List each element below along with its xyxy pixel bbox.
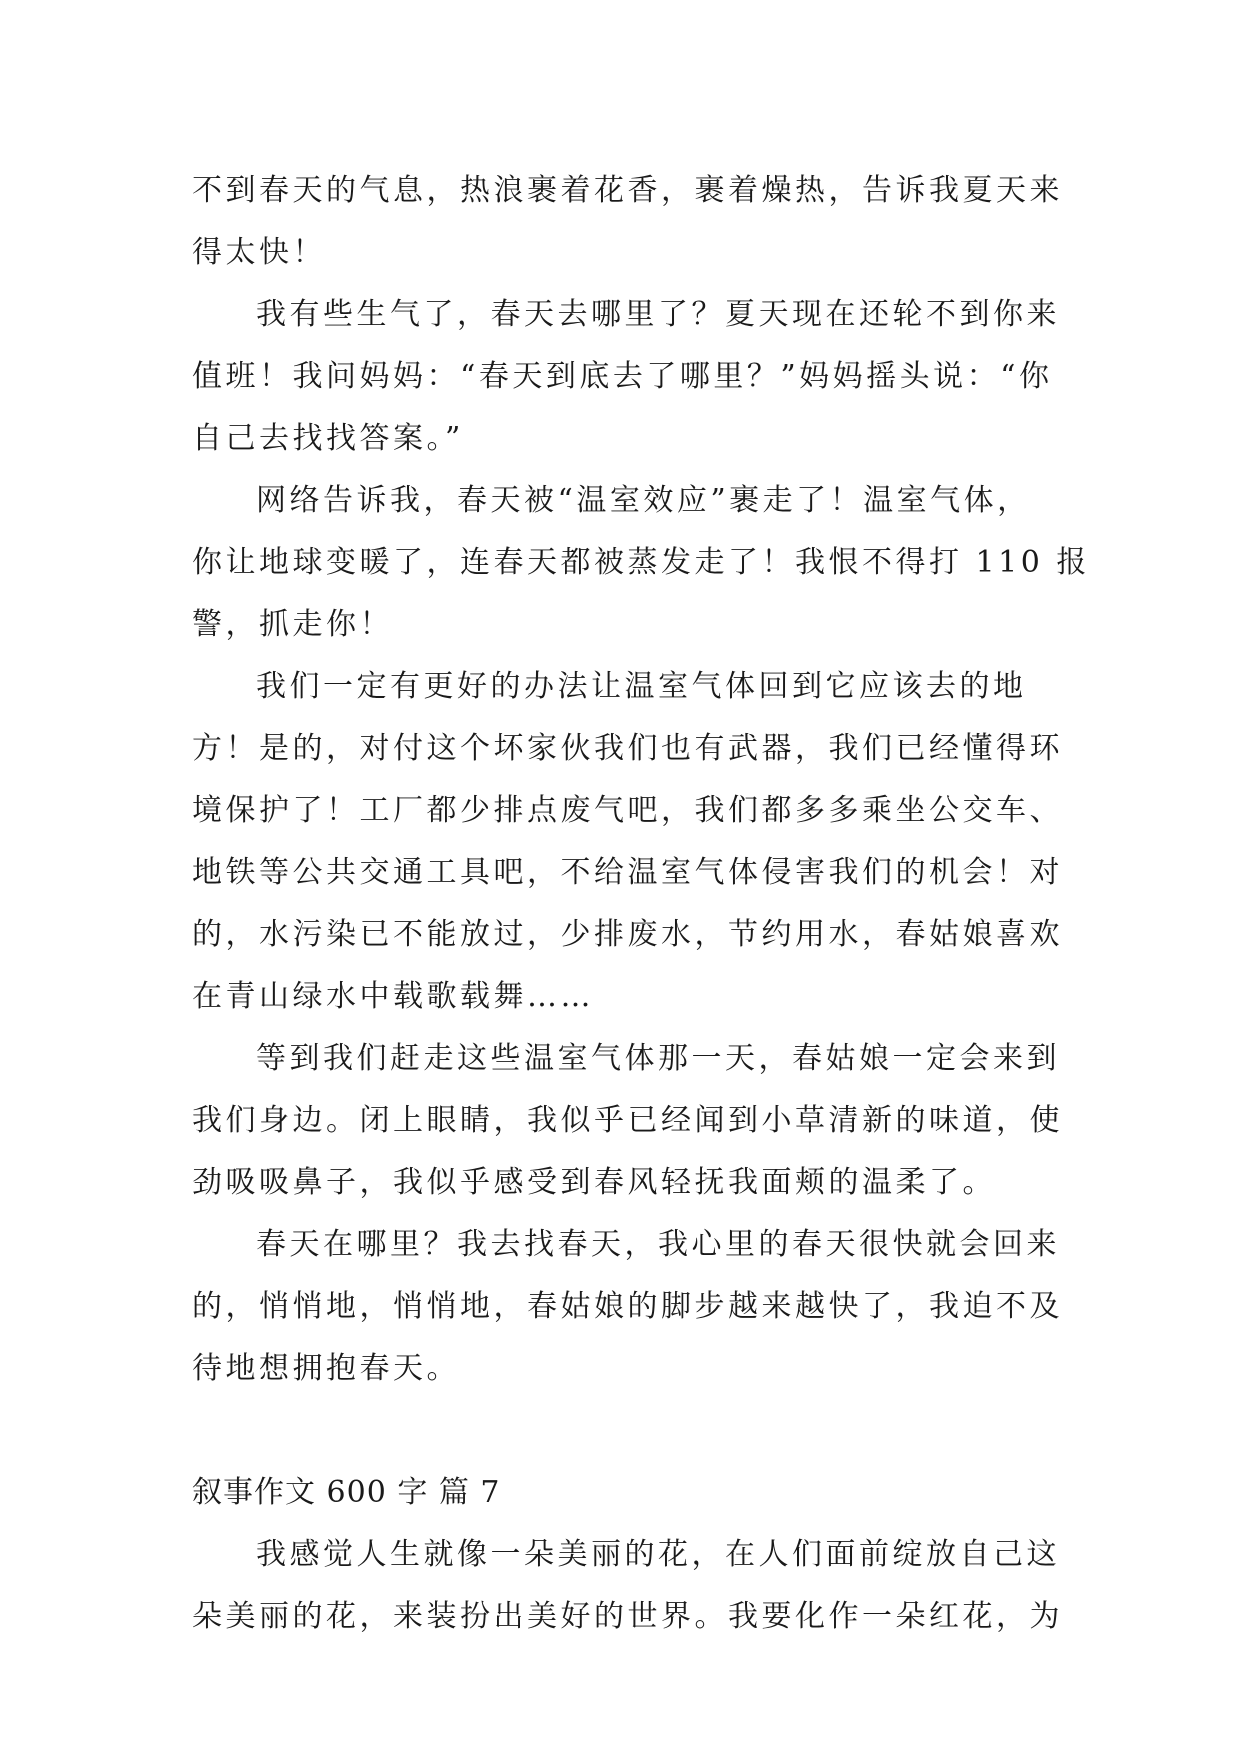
text-line: 我感觉人生就像一朵美丽的花，在人们面前绽放自己这 — [256, 1537, 1060, 1572]
text-line: 等到我们赶走这些温室气体那一天，春姑娘一定会来到 — [256, 1041, 1060, 1076]
paragraph — [192, 1214, 1063, 1400]
text-line: 值班！我问妈妈：“春天到底去了哪里？”妈妈摇头说：“你 — [192, 359, 1053, 394]
section-spacer — [192, 1400, 1052, 1462]
text-line: 我们身边。闭上眼睛，我似乎已经闻到小草清新的味道，使 — [192, 1103, 1063, 1138]
paragraph — [192, 160, 1063, 284]
text-line: 不到春天的气息，热浪裹着花香，裹着燥热，告诉我夏天来 — [192, 173, 1063, 208]
paragraph — [192, 1524, 1063, 1648]
section-heading: 叙事作文 600 字 篇 7 — [192, 1475, 501, 1510]
paragraph — [192, 656, 1063, 1028]
text-line: 地铁等公共交通工具吧，不给温室气体侵害我们的机会！对 — [192, 855, 1063, 890]
text-line: 我有些生气了，春天去哪里了？夏天现在还轮不到你来 — [256, 297, 1060, 332]
paragraph — [192, 470, 1090, 656]
text-line: 的，水污染已不能放过，少排废水，节约用水，春姑娘喜欢 — [192, 917, 1063, 952]
text-line: 朵美丽的花，来装扮出美好的世界。我要化作一朵红花，为 — [192, 1599, 1063, 1634]
text-line: 境保护了！工厂都少排点废气吧，我们都多多乘坐公交车、 — [192, 793, 1063, 828]
text-line: 春天在哪里？我去找春天，我心里的春天很快就会回来 — [256, 1227, 1060, 1262]
text-line: 得太快！ — [192, 235, 326, 270]
paragraph — [192, 284, 1060, 470]
text-line: 网络告诉我，春天被“温室效应”裹走了！温室气体， — [256, 483, 1031, 518]
text-line: 在青山绿水中载歌载舞…… — [192, 979, 594, 1014]
text-line: 我们一定有更好的办法让温室气体回到它应该去的地 — [256, 669, 1027, 704]
text-line: 劲吸吸鼻子，我似乎感受到春风轻抚我面颊的温柔了。 — [192, 1165, 996, 1200]
text-line: 你让地球变暖了，连春天都被蒸发走了！我恨不得打 110 报 — [192, 545, 1090, 580]
text-line: 的，悄悄地，悄悄地，春姑娘的脚步越来越快了，我迫不及 — [192, 1289, 1063, 1324]
paragraph — [192, 1028, 1063, 1214]
text-line: 自己去找找答案。” — [192, 421, 464, 456]
text-line: 方！是的，对付这个坏家伙我们也有武器，我们已经懂得环 — [192, 731, 1063, 766]
document-body — [192, 160, 1090, 1648]
text-line: 待地想拥抱春天。 — [192, 1351, 460, 1386]
text-line: 警，抓走你！ — [192, 607, 393, 642]
